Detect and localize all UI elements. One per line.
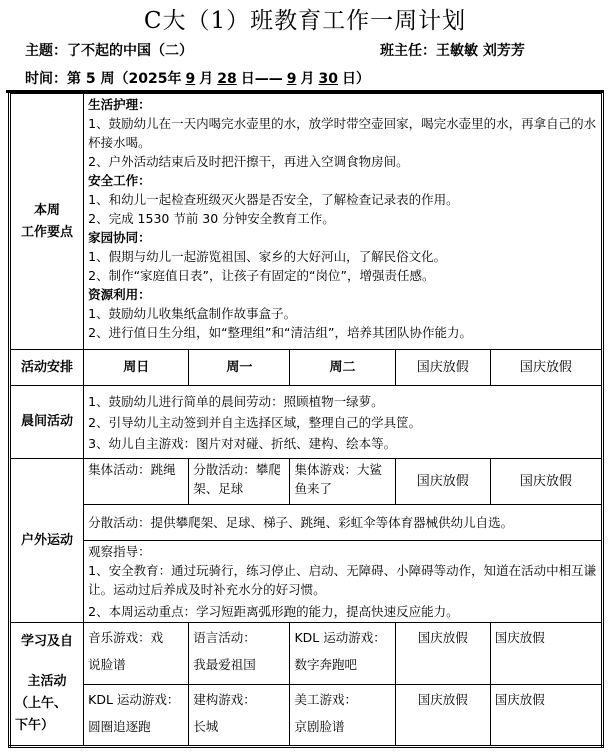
list-item: 1、假期与幼儿一起游览祖国、家乡的大好河山，了解民俗文化。 [88,249,447,264]
list-item: 2、进行值日生分组，如“整理组”和“清洁组”，培养其团队协作能力。 [88,325,472,340]
list-item: 2、制作“家庭值日表”，让孩子有固定的“岗位”，增强责任感。 [88,268,435,283]
cell-line: 国庆放假 [417,630,468,645]
cell-line: 长城 [193,719,219,734]
day-header-sunday: 周日 [84,350,189,386]
cell-line: 圆圈追逐跑 [88,719,151,734]
page-title: C大（1）班教育工作一周计划 [143,8,467,34]
study-cell-holiday [395,623,490,685]
end-month: 9 [286,71,297,87]
label-line: 主活动 [27,674,67,689]
cell-line: 国庆放假 [494,692,545,707]
study-cell [189,623,290,685]
list-item: 2、引导幼儿主动签到并自主选择区域，整理自己的学具筐。 [88,414,422,430]
month-char: 月 [300,71,315,87]
list-item: 2、完成 1530 节前 30 分钟安全教育工作。 [88,211,335,226]
label-line: 本周 [34,202,61,218]
weekly-plan-table [8,93,604,748]
end-day: 30 [318,71,338,87]
study-cell [189,685,290,747]
start-month: 9 [185,71,196,87]
section-heading-safety: 安全工作： [88,173,151,188]
outdoor-free-play: 分散活动：提供攀爬架、足球、梯子、跳绳、彩虹伞等体育器械供幼儿自选。 [84,505,603,541]
cell-line: 数字奔跑吧 [294,657,357,672]
cell-line: 美工游戏： [294,692,357,707]
teacher-line [380,40,525,60]
study-pm-row [10,685,603,747]
day-header-holiday: 国庆放假 [395,350,490,386]
theme-value: 了不起的中国（二） [67,43,193,59]
time-line [25,68,370,88]
study-cell-holiday [490,623,602,685]
list-item: 1、鼓励幼儿进行简单的晨间劳动：照顾植物一绿萝。 [88,393,384,409]
week-text: 第 5 周（2025年 [67,71,182,87]
label-line: 工作要点 [21,224,74,240]
list-item: 1、鼓励幼儿收集纸盒制作故事盒子。 [88,306,297,321]
outdoor-cell: 分散活动：攀爬架、足球 [189,459,290,505]
study-cell [290,685,395,747]
teacher-label: 班主任： [380,43,436,59]
outdoor-cell: 集体游戏：大鲨鱼来了 [290,459,395,505]
day-header-holiday: 国庆放假 [490,350,602,386]
study-cell-holiday [395,685,490,747]
work-points-label [10,94,84,350]
cell-line: 国庆放假 [417,692,468,707]
outdoor-row [10,459,603,505]
morning-label: 晨间活动 [10,386,84,459]
morning-content [84,386,603,459]
outdoor-guidance [84,541,603,623]
section-heading-resources: 资源利用： [88,287,151,302]
list-item: 3、幼儿自主游戏：图片对对碰、折纸、建构、绘本等。 [88,435,397,451]
study-cell-holiday [490,685,602,747]
list-item: 2、户外活动结束后及时把汗擦干，再进入空调食物房间。 [88,154,409,169]
day-header-monday: 周一 [189,350,290,386]
list-item: 2、本周运动重点：学习短距离弧形跑的能力，提高快速反应能力。 [88,604,459,619]
theme-label: 主题： [25,43,67,59]
cell-line: 京剧脸谱 [294,719,345,734]
study-label [10,623,84,747]
outdoor-cell-holiday: 国庆放假 [395,459,490,505]
study-cell [290,623,395,685]
study-am-row [10,623,603,685]
section-heading-life-care: 生活护理： [88,97,151,112]
close-paren: 日） [341,71,370,87]
schedule-row [10,350,603,386]
cell-line: KDL 运动游戏： [88,692,180,707]
list-item: 1、和幼儿一起检查班级灭火器是否安全，了解检查记录表的作用。 [88,192,459,207]
list-item: 1、安全教育：通过玩骑行，练习停止、启动、无障碍、小障碍等动作，知道在活动中相互谦让。运动过后养成及时补充水分的好习惯。 [88,563,597,597]
schedule-label: 活动安排 [10,350,84,386]
outdoor-cell: 集体活动：跳绳 [84,459,189,505]
start-day: 28 [217,71,237,87]
study-cell [84,685,189,747]
work-points-content [84,94,603,350]
cell-line: 语言活动： [193,630,256,645]
outdoor-label: 户外运动 [10,459,84,623]
theme-line [25,40,193,60]
outdoor-cell-holiday: 国庆放假 [490,459,602,505]
cell-line: 国庆放假 [494,630,545,645]
cell-line: 我最爱祖国 [193,657,256,672]
cell-line: 说脸谱 [88,657,126,672]
list-item: 1、鼓励幼儿在一天内喝完水壶里的水，放学时带空壶回家，喝完水壶里的水，再拿自己的水杯接水喝。 [88,116,597,150]
study-cell [84,623,189,685]
guidance-heading: 观察指导： [88,544,151,559]
cell-line: 建构游戏： [193,692,256,707]
time-label: 时间： [25,71,67,87]
teacher-value: 王敏敏 刘芳芳 [436,43,525,59]
section-heading-home-school: 家园协同： [88,230,151,245]
cell-line: KDL 运动游戏： [294,630,386,645]
work-points-row [10,94,603,350]
range-separator: 日—— [240,71,283,87]
label-line: （上午、下午） [15,696,68,733]
label-line: 学习及自 [21,634,74,649]
outdoor-guidance-row [10,541,603,623]
day-header-tuesday: 周二 [290,350,395,386]
outdoor-free-play-row [10,505,603,541]
month-char: 月 [199,71,214,87]
morning-row [10,386,603,459]
cell-line: 音乐游戏：戏 [88,630,164,645]
